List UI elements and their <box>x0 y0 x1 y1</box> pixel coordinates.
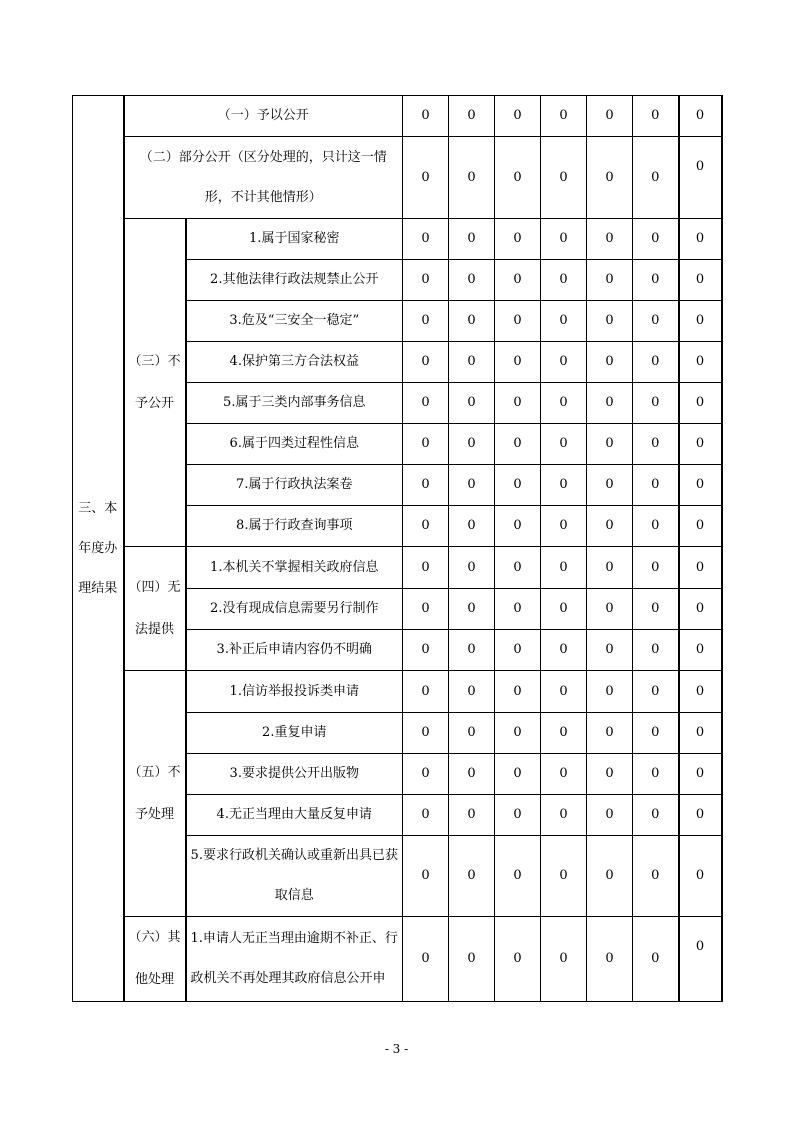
item-label <box>186 260 403 301</box>
item-label-text: 2.其他法律行政法规禁止公开 <box>210 272 379 287</box>
value-cell: 0 <box>587 506 633 547</box>
item-label-text: 3.危及“三安全一稳定” <box>229 313 360 328</box>
item-label-text: 6.属于四类过程性信息 <box>229 436 359 451</box>
value-cell: 0 <box>449 630 495 671</box>
item-label-text: 4.无正当理由大量反复申请 <box>216 807 372 822</box>
value-cell: 0 <box>633 713 679 754</box>
item-label <box>186 383 403 424</box>
report-table <box>72 95 723 1002</box>
value-cell: 0 <box>633 219 679 260</box>
item-label <box>186 754 403 795</box>
value-cell: 0 <box>633 96 679 137</box>
value-cell: 0 <box>495 342 541 383</box>
value-cell: 0 <box>679 383 722 424</box>
value-cell: 0 <box>679 795 722 836</box>
value-cell: 0 <box>679 219 722 260</box>
table-row <box>73 671 722 713</box>
value-cell: 0 <box>449 137 495 219</box>
value-cell: 0 <box>495 836 541 917</box>
value-cell: 0 <box>587 260 633 301</box>
value-cell: 0 <box>679 917 722 1002</box>
value-cell: 0 <box>495 219 541 260</box>
value-cell: 0 <box>449 671 495 713</box>
item-label-text: 1.信访举报投诉类申请 <box>229 683 359 699</box>
item-label-text: 1.申请人无正当理由逾期不补正、行政机关不再处理其政府信息公开申 <box>190 931 398 986</box>
value-cell: 0 <box>403 383 449 424</box>
value-cell: 0 <box>495 260 541 301</box>
value-cell: 0 <box>449 342 495 383</box>
category-label: 三、本年度办理结果 <box>78 500 118 596</box>
table-row <box>73 917 722 1002</box>
value-cell: 0 <box>449 465 495 506</box>
value-cell: 0 <box>541 671 587 713</box>
value-cell: 0 <box>449 383 495 424</box>
item-label <box>186 917 403 1002</box>
value-cell: 0 <box>541 547 587 589</box>
value-cell: 0 <box>495 713 541 754</box>
page-number: - 3 - <box>384 1042 409 1056</box>
value-cell: 0 <box>541 465 587 506</box>
value-cell: 0 <box>541 754 587 795</box>
value-cell: 0 <box>633 754 679 795</box>
item-label-text: 2.重复申请 <box>262 725 327 740</box>
value-cell: 0 <box>633 301 679 342</box>
section-label: （五）不予处理 <box>128 764 181 822</box>
item-label <box>186 301 403 342</box>
item-label-text: 3.补正后申请内容仍不明确 <box>216 642 372 657</box>
section-cell <box>124 917 186 1002</box>
value-cell: 0 <box>403 630 449 671</box>
value-cell: 0 <box>587 589 633 630</box>
row-label <box>124 96 403 137</box>
value-cell: 0 <box>449 506 495 547</box>
value-cell: 0 <box>403 424 449 465</box>
value-cell: 0 <box>633 671 679 713</box>
value-cell: 0 <box>541 301 587 342</box>
value-cell: 0 <box>633 342 679 383</box>
table-row <box>73 547 722 589</box>
value-cell: 0 <box>403 836 449 917</box>
value-cell: 0 <box>587 342 633 383</box>
value-cell: 0 <box>449 836 495 917</box>
value-cell: 0 <box>403 589 449 630</box>
value-cell: 0 <box>449 96 495 137</box>
value-cell: 0 <box>587 219 633 260</box>
value-cell: 0 <box>679 465 722 506</box>
value-cell: 0 <box>679 260 722 301</box>
value-cell: 0 <box>679 671 722 713</box>
value-cell: 0 <box>403 219 449 260</box>
value-cell: 0 <box>587 754 633 795</box>
value-cell: 0 <box>541 219 587 260</box>
value-cell: 0 <box>403 917 449 1002</box>
value-cell: 0 <box>449 713 495 754</box>
value-cell: 0 <box>679 547 722 589</box>
table-row <box>73 96 722 137</box>
value-cell: 0 <box>403 96 449 137</box>
value-cell: 0 <box>587 465 633 506</box>
row-label <box>124 137 403 219</box>
item-label-text: 4.保护第三方合法权益 <box>229 354 359 369</box>
value-cell: 0 <box>449 589 495 630</box>
value-cell: 0 <box>679 342 722 383</box>
value-cell: 0 <box>449 424 495 465</box>
value-cell: 0 <box>541 795 587 836</box>
value-cell: 0 <box>587 137 633 219</box>
item-label <box>186 547 403 589</box>
value-cell: 0 <box>587 424 633 465</box>
value-cell: 0 <box>495 424 541 465</box>
value-cell: 0 <box>495 383 541 424</box>
value-cell: 0 <box>449 917 495 1002</box>
value-cell: 0 <box>403 547 449 589</box>
item-label-text: 3.要求提供公开出版物 <box>229 766 359 781</box>
section-cell <box>124 547 186 671</box>
value-cell: 0 <box>633 424 679 465</box>
value-cell: 0 <box>679 589 722 630</box>
value-cell: 0 <box>541 506 587 547</box>
value-cell: 0 <box>541 260 587 301</box>
value-cell: 0 <box>495 96 541 137</box>
category-cell <box>73 96 124 1002</box>
value-cell: 0 <box>449 260 495 301</box>
value-cell: 0 <box>541 137 587 219</box>
value-cell: 0 <box>403 301 449 342</box>
item-label <box>186 795 403 836</box>
item-label-text: 2.没有现成信息需要另行制作 <box>210 601 379 616</box>
value-cell: 0 <box>679 96 722 137</box>
section-label: （三）不予公开 <box>128 353 181 411</box>
value-cell: 0 <box>403 342 449 383</box>
value-cell: 0 <box>495 630 541 671</box>
value-cell: 0 <box>495 547 541 589</box>
value-cell: 0 <box>541 342 587 383</box>
item-label <box>186 342 403 383</box>
table-row <box>73 137 722 219</box>
value-cell: 0 <box>587 713 633 754</box>
item-label <box>186 713 403 754</box>
value-cell: 0 <box>633 383 679 424</box>
value-cell: 0 <box>633 795 679 836</box>
value-cell: 0 <box>633 465 679 506</box>
value-cell: 0 <box>633 589 679 630</box>
value-cell: 0 <box>587 795 633 836</box>
value-cell: 0 <box>495 671 541 713</box>
value-cell: 0 <box>679 137 722 219</box>
value-cell: 0 <box>541 589 587 630</box>
value-cell: 0 <box>587 671 633 713</box>
value-cell: 0 <box>403 795 449 836</box>
value-cell: 0 <box>633 836 679 917</box>
value-cell: 0 <box>495 465 541 506</box>
value-cell: 0 <box>679 506 722 547</box>
value-cell: 0 <box>403 137 449 219</box>
value-cell: 0 <box>633 137 679 219</box>
value-cell: 0 <box>449 754 495 795</box>
item-label <box>186 424 403 465</box>
value-cell: 0 <box>495 301 541 342</box>
value-cell: 0 <box>541 96 587 137</box>
value-cell: 0 <box>403 754 449 795</box>
value-cell: 0 <box>679 301 722 342</box>
value-cell: 0 <box>679 836 722 917</box>
item-label-text: 8.属于行政查询事项 <box>236 518 353 533</box>
value-cell: 0 <box>541 836 587 917</box>
value-cell: 0 <box>633 917 679 1002</box>
row-label-text: （一）予以公开 <box>217 108 309 123</box>
value-cell: 0 <box>541 630 587 671</box>
item-label-text: 5.要求行政机关确认或重新出具已获取信息 <box>190 848 398 903</box>
item-label-text: 1.属于国家秘密 <box>249 231 340 246</box>
item-label <box>186 506 403 547</box>
value-cell: 0 <box>541 383 587 424</box>
section-cell <box>124 671 186 917</box>
value-cell: 0 <box>587 630 633 671</box>
value-cell: 0 <box>679 713 722 754</box>
value-cell: 0 <box>633 630 679 671</box>
item-label <box>186 671 403 713</box>
item-label-text: 1.本机关不掌握相关政府信息 <box>210 559 379 575</box>
item-label-text: 5.属于三类内部事务信息 <box>223 395 366 410</box>
value-cell: 0 <box>633 547 679 589</box>
item-label <box>186 465 403 506</box>
row-label-text: （二）部分公开（区分处理的，只计这一情形，不计其他情形） <box>139 149 387 205</box>
item-label <box>186 219 403 260</box>
value-cell: 0 <box>403 713 449 754</box>
value-cell: 0 <box>633 260 679 301</box>
item-label <box>186 589 403 630</box>
value-cell: 0 <box>679 424 722 465</box>
value-cell: 0 <box>495 917 541 1002</box>
value-cell: 0 <box>495 795 541 836</box>
section-label: （六）其他处理 <box>128 930 181 987</box>
table-row <box>73 219 722 260</box>
section-cell <box>124 219 186 547</box>
value-cell: 0 <box>495 506 541 547</box>
section-label: （四）无法提供 <box>128 579 181 637</box>
value-cell: 0 <box>541 713 587 754</box>
value-cell: 0 <box>541 424 587 465</box>
value-cell: 0 <box>495 754 541 795</box>
value-cell: 0 <box>449 795 495 836</box>
value-cell: 0 <box>403 260 449 301</box>
value-cell: 0 <box>449 219 495 260</box>
value-cell: 0 <box>403 465 449 506</box>
value-cell: 0 <box>587 547 633 589</box>
value-cell: 0 <box>449 547 495 589</box>
item-label-text: 7.属于行政执法案卷 <box>236 477 353 492</box>
value-cell: 0 <box>587 836 633 917</box>
item-label <box>186 630 403 671</box>
value-cell: 0 <box>679 754 722 795</box>
value-cell: 0 <box>403 506 449 547</box>
value-cell: 0 <box>587 383 633 424</box>
value-cell: 0 <box>495 137 541 219</box>
value-cell: 0 <box>633 506 679 547</box>
value-cell: 0 <box>587 301 633 342</box>
value-cell: 0 <box>403 671 449 713</box>
item-label <box>186 836 403 917</box>
value-cell: 0 <box>587 96 633 137</box>
value-cell: 0 <box>495 589 541 630</box>
value-cell: 0 <box>449 301 495 342</box>
value-cell: 0 <box>587 917 633 1002</box>
value-cell: 0 <box>679 630 722 671</box>
value-cell: 0 <box>541 917 587 1002</box>
